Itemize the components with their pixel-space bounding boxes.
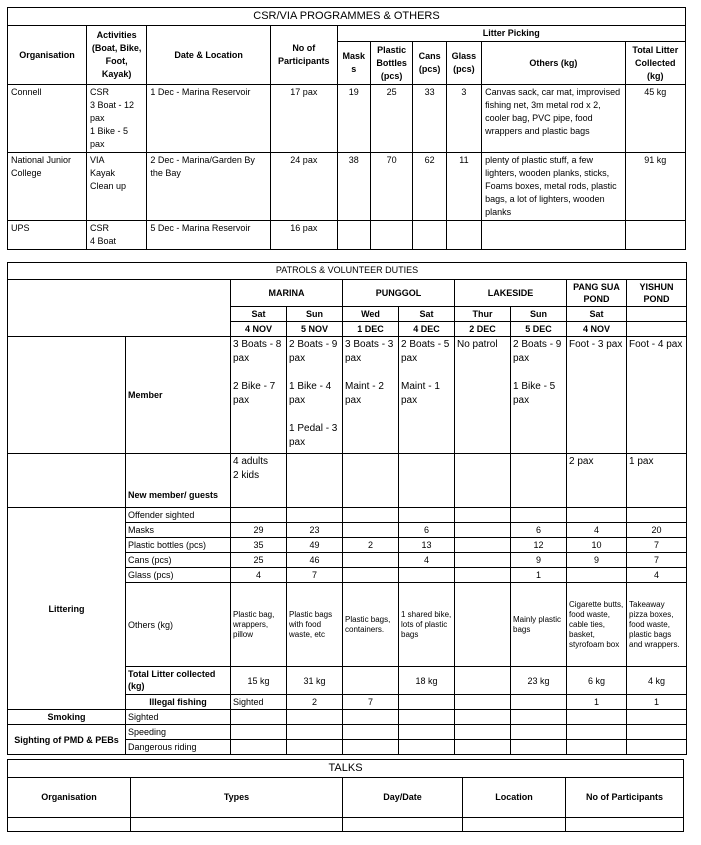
masks-cell: 29 — [231, 523, 287, 538]
bottles-label: Plastic bottles (pcs) — [126, 538, 231, 553]
speeding-row — [8, 725, 687, 740]
others-cell: Plastic bag, wrappers, pillow — [231, 583, 287, 667]
member-cell: Foot - 3 pax — [567, 337, 627, 454]
csr-glass — [446, 221, 481, 250]
date-cell: 4 NOV — [231, 322, 287, 337]
csr-header-participants: No of Participants — [271, 26, 338, 85]
day-cell: Thur — [455, 307, 511, 322]
masks-cell: 20 — [627, 523, 687, 538]
glass-cell: 4 — [231, 568, 287, 583]
csr-org: National Junior College — [8, 153, 87, 221]
date-cell — [627, 322, 687, 337]
total-cell: 18 kg — [399, 667, 455, 695]
bottles-cell: 12 — [511, 538, 567, 553]
new-member-cell: 2 pax — [567, 454, 627, 508]
day-cell: Wed — [343, 307, 399, 322]
fishing-label: Illegal fishing — [126, 695, 231, 710]
fishing-cell: 1 — [627, 695, 687, 710]
csr-others — [482, 221, 625, 250]
others-cell: 1 shared bike, lots of plastic bags — [399, 583, 455, 667]
cans-cell: 7 — [627, 553, 687, 568]
cans-cell: 9 — [511, 553, 567, 568]
glass-label: Glass (pcs) — [126, 568, 231, 583]
others-cell — [455, 583, 511, 667]
csr-total: 45 kg — [625, 85, 685, 153]
csr-total: 91 kg — [625, 153, 685, 221]
bottles-cell: 13 — [399, 538, 455, 553]
talks-table — [7, 759, 684, 832]
offender-label: Offender sighted — [126, 508, 231, 523]
member-cell: 3 Boats - 8 pax 2 Bike - 7 pax — [231, 337, 287, 454]
others-cell: Plastic bags, containers. — [343, 583, 399, 667]
member-cell: 2 Boats - 9 pax 1 Bike - 4 pax 1 Pedal - 3 pax — [287, 337, 343, 454]
smoking-sighted-label: Sighted — [126, 710, 231, 725]
member-cell: 2 Boats - 5 pax Maint - 1 pax — [399, 337, 455, 454]
masks-cell — [455, 523, 511, 538]
csr-bottles — [370, 221, 413, 250]
member-cell: Foot - 4 pax — [627, 337, 687, 454]
date-cell: 1 DEC — [343, 322, 399, 337]
table-row — [8, 153, 686, 221]
csr-header-masks: Mask s — [337, 42, 370, 85]
date-cell: 5 NOV — [287, 322, 343, 337]
csr-title: CSR/VIA PROGRAMMES & OTHERS — [8, 8, 686, 26]
csr-total — [625, 221, 685, 250]
csr-participants: 16 pax — [271, 221, 338, 250]
loc-lakeside: LAKESIDE — [455, 280, 567, 307]
table-row — [8, 818, 684, 832]
date-cell: 2 DEC — [455, 322, 511, 337]
pmd-label: Sighting of PMD & PEBs — [8, 725, 126, 755]
csr-cans — [413, 221, 446, 250]
glass-cell — [399, 568, 455, 583]
new-member-label: New member/ guests — [126, 454, 231, 508]
day-cell: Sun — [511, 307, 567, 322]
patrols-title: PATROLS & VOLUNTEER DUTIES — [8, 263, 687, 280]
csr-others: Canvas sack, car mat, improvised fishing net, 3m metal rod x 2, cooler bag, PVC pipe, food wrappers and plastic bags — [482, 85, 625, 153]
new-member-row — [8, 454, 687, 508]
talks-header-location: Location — [463, 778, 566, 818]
csr-cans: 62 — [413, 153, 446, 221]
new-member-cell — [343, 454, 399, 508]
csr-org: UPS — [8, 221, 87, 250]
csr-header-glass: Glass (pcs) — [446, 42, 481, 85]
speeding-label: Speeding — [126, 725, 231, 740]
csr-table — [7, 7, 686, 250]
new-member-cell — [455, 454, 511, 508]
member-label: Member — [126, 337, 231, 454]
csr-org: Connell — [8, 85, 87, 153]
others-cell: Plastic bags with food waste, etc — [287, 583, 343, 667]
new-member-cell: 1 pax — [627, 454, 687, 508]
csr-masks: 38 — [337, 153, 370, 221]
day-cell: Sun — [287, 307, 343, 322]
member-row — [8, 337, 687, 454]
csr-header-others: Others (kg) — [482, 42, 625, 85]
others-cell: Takeaway pizza boxes, food waste, plastic bags and wrappers. — [627, 583, 687, 667]
day-cell — [627, 307, 687, 322]
member-cell: No patrol — [455, 337, 511, 454]
csr-header-cans: Cans (pcs) — [413, 42, 446, 85]
glass-cell: 7 — [287, 568, 343, 583]
member-spacer — [8, 337, 126, 454]
cans-cell: 46 — [287, 553, 343, 568]
csr-masks: 19 — [337, 85, 370, 153]
csr-glass: 11 — [446, 153, 481, 221]
new-member-cell — [399, 454, 455, 508]
masks-cell: 23 — [287, 523, 343, 538]
date-cell: 4 NOV — [567, 322, 627, 337]
csr-bottles: 70 — [370, 153, 413, 221]
fishing-cell — [511, 695, 567, 710]
total-cell: 31 kg — [287, 667, 343, 695]
cans-cell: 25 — [231, 553, 287, 568]
masks-cell — [343, 523, 399, 538]
csr-header-litter-picking: Litter Picking — [337, 26, 685, 42]
csr-participants: 24 pax — [271, 153, 338, 221]
others-cell: Cigarette butts, food waste, cable ties, basket, styrofoam box — [567, 583, 627, 667]
csr-masks — [337, 221, 370, 250]
day-cell: Sat — [567, 307, 627, 322]
bottles-cell: 10 — [567, 538, 627, 553]
masks-label: Masks — [126, 523, 231, 538]
fishing-cell — [399, 695, 455, 710]
littering-label: Littering — [8, 508, 126, 710]
masks-cell: 6 — [511, 523, 567, 538]
member-cell: 3 Boats - 3 pax Maint - 2 pax — [343, 337, 399, 454]
loc-yishun: YISHUN POND — [627, 280, 687, 307]
cans-label: Cans (pcs) — [126, 553, 231, 568]
csr-header-activities: Activities (Boat, Bike, Foot, Kayak) — [87, 26, 147, 85]
bottles-cell: 35 — [231, 538, 287, 553]
others-label: Others (kg) — [126, 583, 231, 667]
masks-cell: 4 — [567, 523, 627, 538]
loc-punggol: PUNGGOL — [343, 280, 455, 307]
talks-title: TALKS — [8, 760, 684, 778]
glass-cell: 1 — [511, 568, 567, 583]
total-label: Total Litter collected (kg) — [126, 667, 231, 695]
bottles-cell — [455, 538, 511, 553]
csr-others: plenty of plastic stuff, a few lighters, wooden planks, sticks, Foams boxes, metal rods, plastic bags, a lot of lighters, wooden planks — [482, 153, 625, 221]
glass-cell: 4 — [627, 568, 687, 583]
glass-cell — [343, 568, 399, 583]
csr-participants: 17 pax — [271, 85, 338, 153]
loc-pangsua: PANG SUA POND — [567, 280, 627, 307]
total-cell: 4 kg — [627, 667, 687, 695]
new-member-spacer — [8, 454, 126, 508]
total-cell — [343, 667, 399, 695]
date-cell: 5 DEC — [511, 322, 567, 337]
csr-glass: 3 — [446, 85, 481, 153]
new-member-cell: 4 adults 2 kids — [231, 454, 287, 508]
talks-header-daydate: Day/Date — [343, 778, 463, 818]
bottles-cell: 49 — [287, 538, 343, 553]
cans-cell — [343, 553, 399, 568]
cans-cell — [455, 553, 511, 568]
csr-date-location: 1 Dec - Marina Reservoir — [147, 85, 271, 153]
glass-cell — [455, 568, 511, 583]
talks-header-types: Types — [131, 778, 343, 818]
dangerous-label: Dangerous riding — [126, 740, 231, 755]
smoking-row — [8, 710, 687, 725]
fishing-cell: 7 — [343, 695, 399, 710]
csr-cans: 33 — [413, 85, 446, 153]
patrols-corner — [8, 280, 231, 337]
total-cell: 6 kg — [567, 667, 627, 695]
csr-header-date-location: Date & Location — [147, 26, 271, 85]
table-row — [8, 221, 686, 250]
masks-cell: 6 — [399, 523, 455, 538]
cans-cell: 4 — [399, 553, 455, 568]
date-cell: 4 DEC — [399, 322, 455, 337]
csr-header-total: Total Litter Collected (kg) — [625, 42, 685, 85]
cans-cell: 9 — [567, 553, 627, 568]
fishing-cell: 1 — [567, 695, 627, 710]
others-cell: Mainly plastic bags — [511, 583, 567, 667]
fishing-sighted-label: Sighted — [231, 695, 287, 710]
bottles-cell: 7 — [627, 538, 687, 553]
loc-marina: MARINA — [231, 280, 343, 307]
csr-header-bottles: Plastic Bottles (pcs) — [370, 42, 413, 85]
csr-activities: CSR 4 Boat — [87, 221, 147, 250]
bottles-cell: 2 — [343, 538, 399, 553]
total-cell: 15 kg — [231, 667, 287, 695]
csr-header-organisation: Organisation — [8, 26, 87, 85]
member-cell: 2 Boats - 9 pax 1 Bike - 5 pax — [511, 337, 567, 454]
patrols-table — [7, 262, 687, 755]
fishing-cell — [455, 695, 511, 710]
total-cell: 23 kg — [511, 667, 567, 695]
total-cell — [455, 667, 511, 695]
new-member-cell — [287, 454, 343, 508]
day-cell: Sat — [231, 307, 287, 322]
day-cell: Sat — [399, 307, 455, 322]
talks-header-organisation: Organisation — [8, 778, 131, 818]
smoking-label: Smoking — [8, 710, 126, 725]
csr-date-location: 2 Dec - Marina/Garden By the Bay — [147, 153, 271, 221]
csr-activities: CSR 3 Boat - 12 pax 1 Bike - 5 pax — [87, 85, 147, 153]
csr-date-location: 5 Dec - Marina Reservoir — [147, 221, 271, 250]
table-row — [8, 85, 686, 153]
talks-header-participants: No of Participants — [566, 778, 684, 818]
csr-bottles: 25 — [370, 85, 413, 153]
csr-activities: VIA Kayak Clean up — [87, 153, 147, 221]
new-member-cell — [511, 454, 567, 508]
fishing-cell: 2 — [287, 695, 343, 710]
glass-cell — [567, 568, 627, 583]
